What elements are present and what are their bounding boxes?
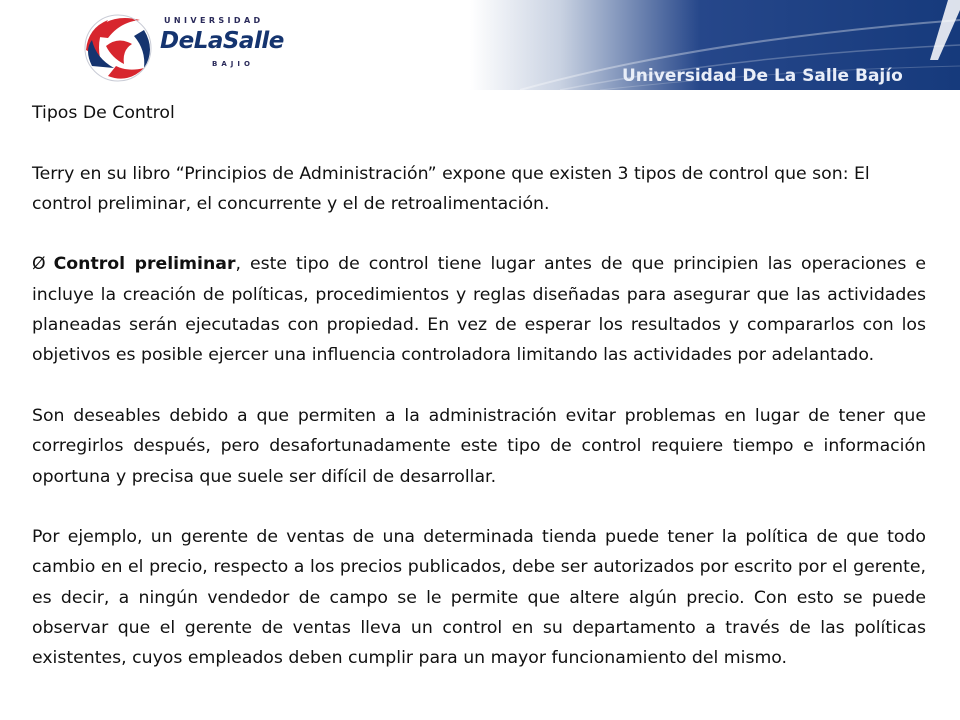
header-banner [0, 0, 960, 90]
slide-content [32, 98, 926, 704]
bullet-text: , este tipo de control tiene lugar antes de que principien las operaciones e incluye la creación de políticas, procedimientos y reglas diseñadas para asegurar que las actividades planeadas serán ejecutadas con propiedad. En vez de esperar los resultados y compararlos con los objetivos es posible ejercer una influencia controladora limitando las actividades por adelantado. [32, 254, 926, 366]
university-logo-wordmark [160, 16, 300, 78]
logo-top-text: UNIVERSIDAD [164, 16, 264, 25]
intro-paragraph: Terry en su libro “Principios de Administración” expone que existen 3 tipos de control que son: El control preliminar, el concurrente y el de retroalimentación. [32, 163, 870, 214]
paragraph-example: Por ejemplo, un gerente de ventas de una determinada tienda puede tener la política de que todo cambio en el precio, respecto a los precios publicados, debe ser autorizados por escrito por el gerente, es decir, a ningún vendedor de campo se le permite que altere algún precio. Con esto se puede observar que el gerente de ventas lleva un control en su departamento a través de las políticas existentes, cuyos empleados deben cumplir para un mayor funcionamiento del mismo. [32, 527, 926, 669]
banner-title: Universidad De La Salle Bajío [622, 66, 903, 86]
bullet-paragraph [32, 249, 926, 370]
logo-name-text: DeLaSalle [160, 28, 284, 54]
logo-bottom-text: BAJIO [212, 60, 254, 68]
university-logo-icon [78, 6, 158, 86]
banner-accent-slash [930, 0, 960, 60]
bullet-term: Control preliminar [53, 254, 236, 275]
paragraph-benefits: Son deseables debido a que permiten a la administración evitar problemas en lugar de tener que corregirlos después, pero desafortunadamente este tipo de control requiere tiempo e información oportuna y precisa que suele ser difícil de desarrollar. [32, 405, 926, 487]
bullet-glyph: Ø [32, 254, 46, 275]
page-title: Tipos De Control [32, 103, 175, 123]
